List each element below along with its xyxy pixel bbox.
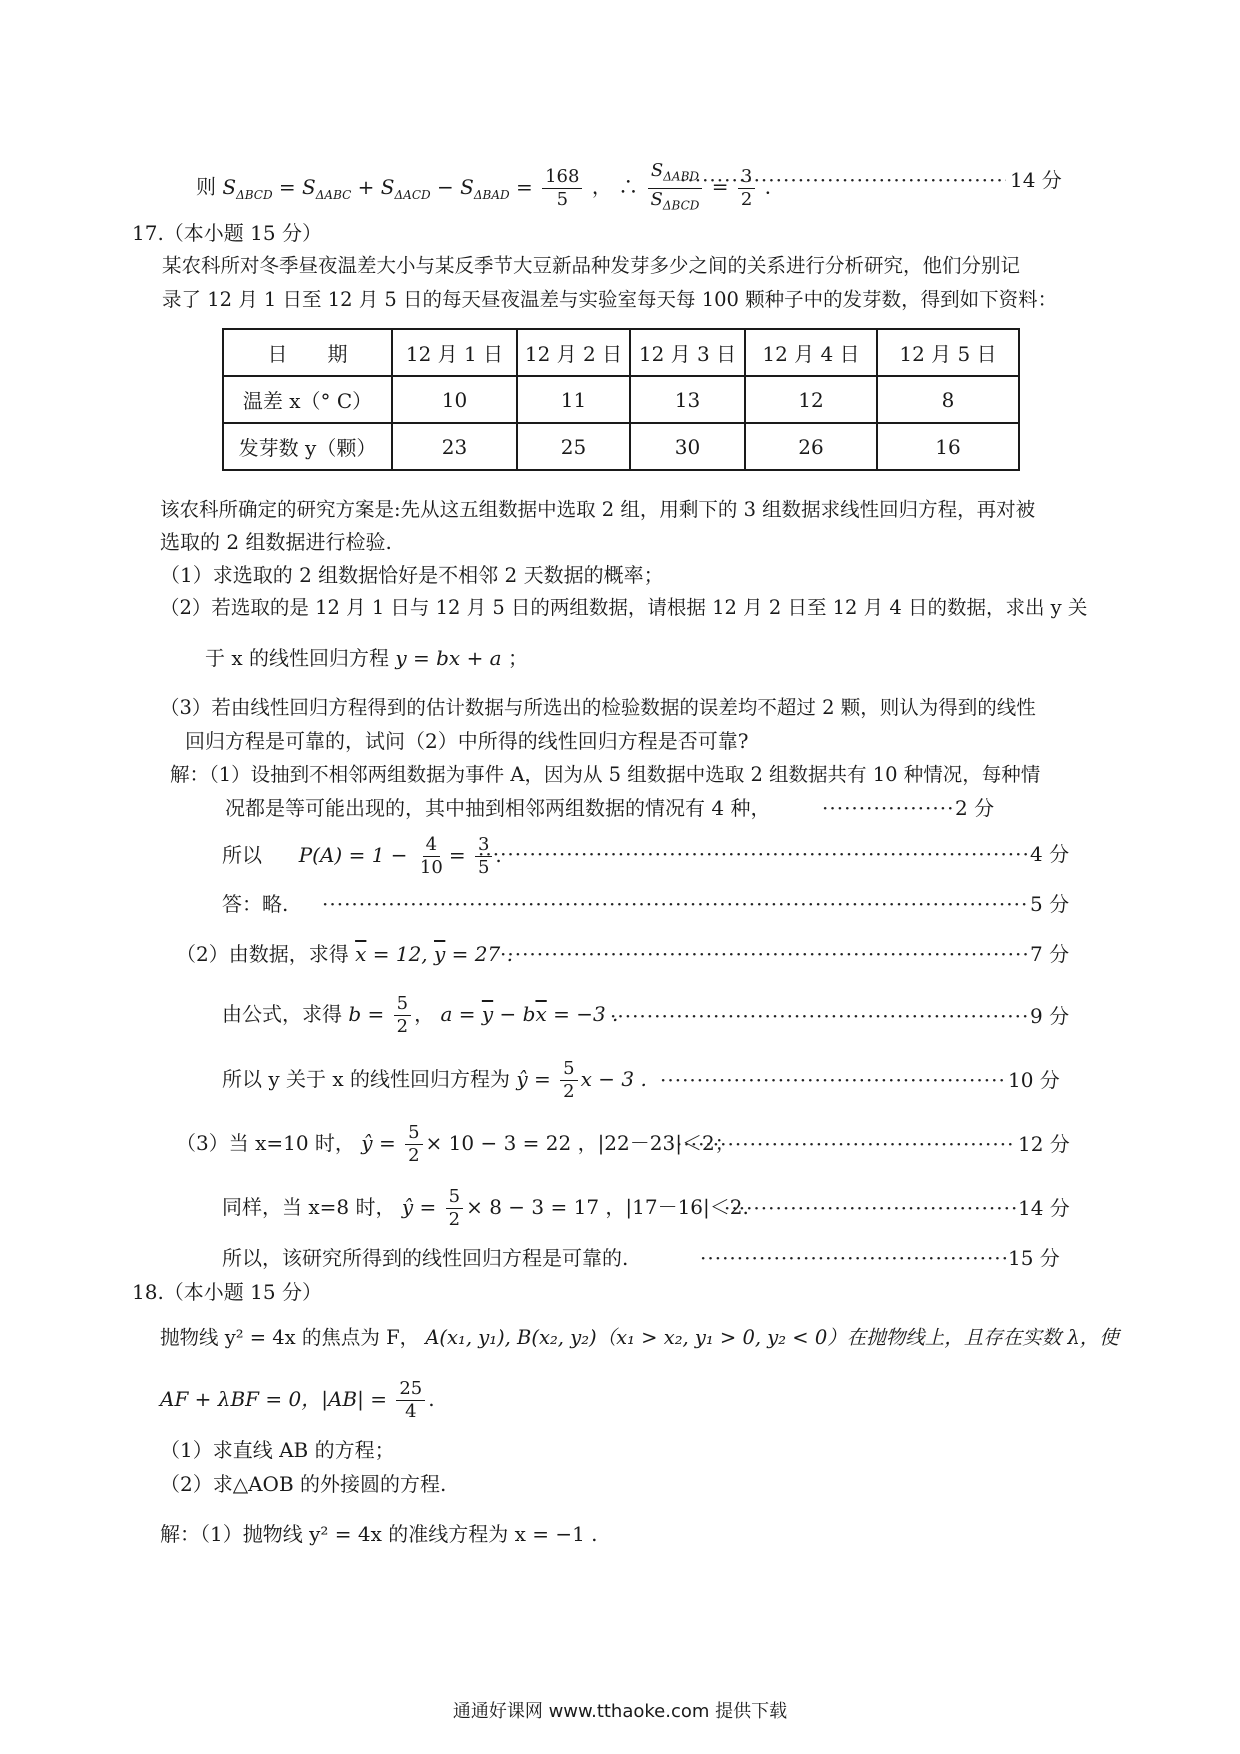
table-header-cell: 12 月 5 日	[877, 329, 1019, 376]
leader-dots	[478, 840, 1030, 868]
q17-part-3b: 回归方程是可靠的，试问（2）中所得的线性回归方程是否可靠?	[185, 729, 749, 753]
table-cell: 12	[745, 376, 877, 423]
text: 所以 y 关于 x 的线性回归方程为	[222, 1067, 511, 1091]
q17-intro-line-1: 某农科所对冬季昼夜温差大小与某反季节大豆新品种发芽多少之间的关系进行分析研究，他们分别记	[162, 254, 1021, 277]
q18-condition: AF + λBF = 0，|AB| = $\frac{25}{4}$ .	[160, 1378, 435, 1422]
math-slope: b =	[348, 1002, 385, 1026]
text: × 8 − 3 = 17 ，|17－16|＜2.	[466, 1195, 749, 1219]
table-header-cell: 12 月 3 日	[630, 329, 745, 376]
table-cell: 10	[392, 376, 517, 423]
text: 同样，当 x=8 时，	[222, 1195, 396, 1219]
data-table	[222, 328, 1020, 471]
fraction-25-4: $\frac{25}{4}$	[396, 1378, 425, 1423]
text-sep: ，	[591, 174, 612, 199]
leader-dots	[676, 1130, 1016, 1158]
q17-part-3a: （3）若由线性回归方程得到的估计数据与所选出的检验数据的误差均不超过 2 颗，则认为得到的线性	[160, 696, 1036, 719]
score-label: 12 分	[1018, 1132, 1070, 1156]
question-17-header: 17.（本小题 15 分）	[132, 221, 322, 245]
table-header-cell: 12 月 2 日	[517, 329, 630, 376]
leader-dots	[700, 1244, 1006, 1272]
q18-intro	[160, 1324, 1119, 1352]
q18-solution-1: 解：（1）抛物线 y² = 4x 的准线方程为 x = −1 .	[160, 1522, 598, 1546]
fraction-5-2: $\frac{5}{2}$	[405, 1122, 422, 1167]
leader-dots	[680, 166, 1006, 194]
table-row	[223, 329, 1019, 376]
math-yhat: ŷ =	[401, 1195, 437, 1219]
table-cell: 25	[517, 423, 630, 470]
score-label: 15 分	[1008, 1246, 1060, 1270]
solution-1-line-d: 答：略.	[222, 892, 289, 916]
math-intercept: $a = \overline{y} - b\overline{x} = -3$ .	[440, 1002, 619, 1026]
question-18-header: 18.（本小题 15 分）	[132, 1280, 322, 1304]
q17-plan-line-1: 该农科所确定的研究方案是:先从这五组数据中选取 2 组，用剩下的 3 组数据求线性回归方程，再对被	[160, 498, 1036, 521]
text: 所以	[222, 843, 262, 867]
therefore-symbol: ∴	[618, 174, 639, 199]
text: （2）由数据，求得	[176, 942, 349, 966]
table-header-cell: 12 月 1 日	[392, 329, 517, 376]
table-row	[223, 423, 1019, 470]
solution-3-line-a	[176, 1122, 735, 1167]
table-cell: 16	[877, 423, 1019, 470]
solution-3-line-c: 所以，该研究所得到的线性回归方程是可靠的.	[222, 1246, 629, 1270]
fraction-168-5: $\frac{168}{5}$	[542, 166, 582, 211]
q17-plan-line-2: 选取的 2 组数据进行检验.	[160, 530, 392, 554]
leader-dots	[610, 1002, 1028, 1030]
leader-dots	[322, 890, 1030, 918]
fraction-5-2: $\frac{5}{2}$	[560, 1058, 577, 1103]
text: （3）当 x=10 时，	[176, 1131, 355, 1155]
score-label: 4 分	[1030, 842, 1070, 866]
text: ；	[507, 646, 528, 670]
table-row	[223, 376, 1019, 423]
fraction-area-ratio: $\frac{S_{\Delta ABD}}{S_{\Delta BCD}}$	[648, 160, 703, 216]
score-label: 10 分	[1008, 1068, 1060, 1092]
table-header-cell: 12 月 4 日	[745, 329, 877, 376]
score-label: 14 分	[1010, 168, 1062, 192]
table-header-cell: 日 期	[223, 329, 392, 376]
leader-dots	[500, 940, 1028, 968]
math-yhat: ŷ =	[361, 1131, 396, 1155]
solution-1-line-a: 解：（1）设抽到不相邻两组数据为事件 A，因为从 5 组数据中选取 2 组数据共有 10 种情况，每种情	[170, 763, 1041, 786]
table-cell: 11	[517, 376, 630, 423]
score-label: 9 分	[1030, 1004, 1070, 1028]
table-cell: 26	[745, 423, 877, 470]
leader-dots	[660, 1066, 1006, 1094]
math-yhat: ŷ =	[516, 1067, 551, 1091]
fraction-3-5: $\frac{3}{5}$	[475, 834, 492, 879]
score-label: 5 分	[1030, 892, 1070, 916]
math-regression-form: y = bx + a	[395, 646, 502, 670]
text: 于 x 的线性回归方程	[205, 646, 389, 670]
text: 抛物线 y² = 4x 的焦点为 F，	[160, 1326, 420, 1349]
text-end: ．	[764, 174, 785, 199]
q17-part-2b	[205, 644, 528, 672]
solution-2-line-b: 由公式，求得 b = $\frac{5}{2}$ ， $a = \overline{y} - b\overline{x} = -3$ .	[222, 993, 619, 1037]
q17-intro-line-2: 录了 12 月 1 日至 12 月 5 日的每天昼夜温差与实验室每天每 100 颗种子中的发芽数，得到如下资料：	[162, 288, 1058, 311]
text: A(x₁, y₁), B(x₂, y₂)（x₁ > x₂, y₁ > 0, y₂ < 0）在抛物线上，且存在实数 λ，使	[425, 1326, 1119, 1349]
q17-part-1: （1）求选取的 2 组数据恰好是不相邻 2 天数据的概率；	[160, 563, 664, 587]
fraction-4-10: $\frac{4}{10}$	[419, 834, 443, 878]
q18-part-1: （1）求直线 AB 的方程；	[160, 1438, 395, 1462]
fraction-5-2: $\frac{5}{2}$	[446, 1186, 463, 1231]
math-means: $\overline{x} = 12$, $\overline{y} = 27$ .	[355, 942, 513, 966]
solution-2-line-a	[176, 940, 513, 968]
table-row-label: 温差 x（° C）	[223, 376, 392, 423]
fraction-3-2: $\frac{3}{2}$	[738, 166, 755, 211]
table-cell: 23	[392, 423, 517, 470]
math-area-expression: $S_{\Delta BCD} = S_{\Delta ABC} + S_{\Delta ACD} - S_{\Delta BAD}$ =	[222, 174, 533, 202]
math-probability: P(A) = 1 −	[298, 843, 408, 867]
solution-1-line-b: 况都是等可能出现的，其中抽到相邻两组数据的情况有 4 种，	[225, 796, 771, 820]
solution-2-line-c: 所以 y 关于 x 的线性回归方程为 ŷ = $\frac{5}{2}$ x − 3 .	[222, 1058, 647, 1102]
leader-dots	[822, 794, 952, 822]
area-equation-line: 则 $S_{\Delta BCD} = S_{\Delta ABC} + S_{\Delta ACD} - S_{\Delta BAD}$ = $\frac{168}{5}$ ， ∴ $\frac{S_{\Delta ABD}}{S_{\Delta BCD}}$ = $\frac{3}{2}$ ．	[196, 160, 785, 216]
text: 由公式，求得	[222, 1002, 342, 1026]
text-prefix: 则	[196, 174, 216, 199]
solution-1-line-c: 所以 P(A) = 1 − $\frac{4}{10}$ = $\frac{3}{5}$ .	[222, 834, 502, 878]
table-cell: 8	[877, 376, 1019, 423]
score-label: 7 分	[1030, 942, 1070, 966]
solution-3-line-b	[222, 1186, 749, 1231]
leader-dots	[724, 1194, 1016, 1222]
page-footer: 通通好课网 www.tthaoke.com 提供下载	[452, 1701, 788, 1722]
score-label: 14 分	[1018, 1196, 1070, 1220]
q18-part-2: （2）求△AOB 的外接圆的方程.	[160, 1472, 447, 1496]
score-label: 2 分	[955, 796, 995, 820]
table-cell: 13	[630, 376, 745, 423]
table-cell: 30	[630, 423, 745, 470]
table-row-label: 发芽数 y（颗）	[223, 423, 392, 470]
fraction-5-2: $\frac{5}{2}$	[394, 993, 411, 1038]
text: × 10 − 3 = 22 ，|22－23|＜2；	[425, 1131, 735, 1155]
q17-part-2a: （2）若选取的是 12 月 1 日与 12 月 5 日的两组数据，请根据 12 月 2 日至 12 月 4 日的数据，求出 y 关	[160, 596, 1088, 619]
math-vector-condition: AF + λBF = 0，|AB| =	[160, 1387, 387, 1411]
